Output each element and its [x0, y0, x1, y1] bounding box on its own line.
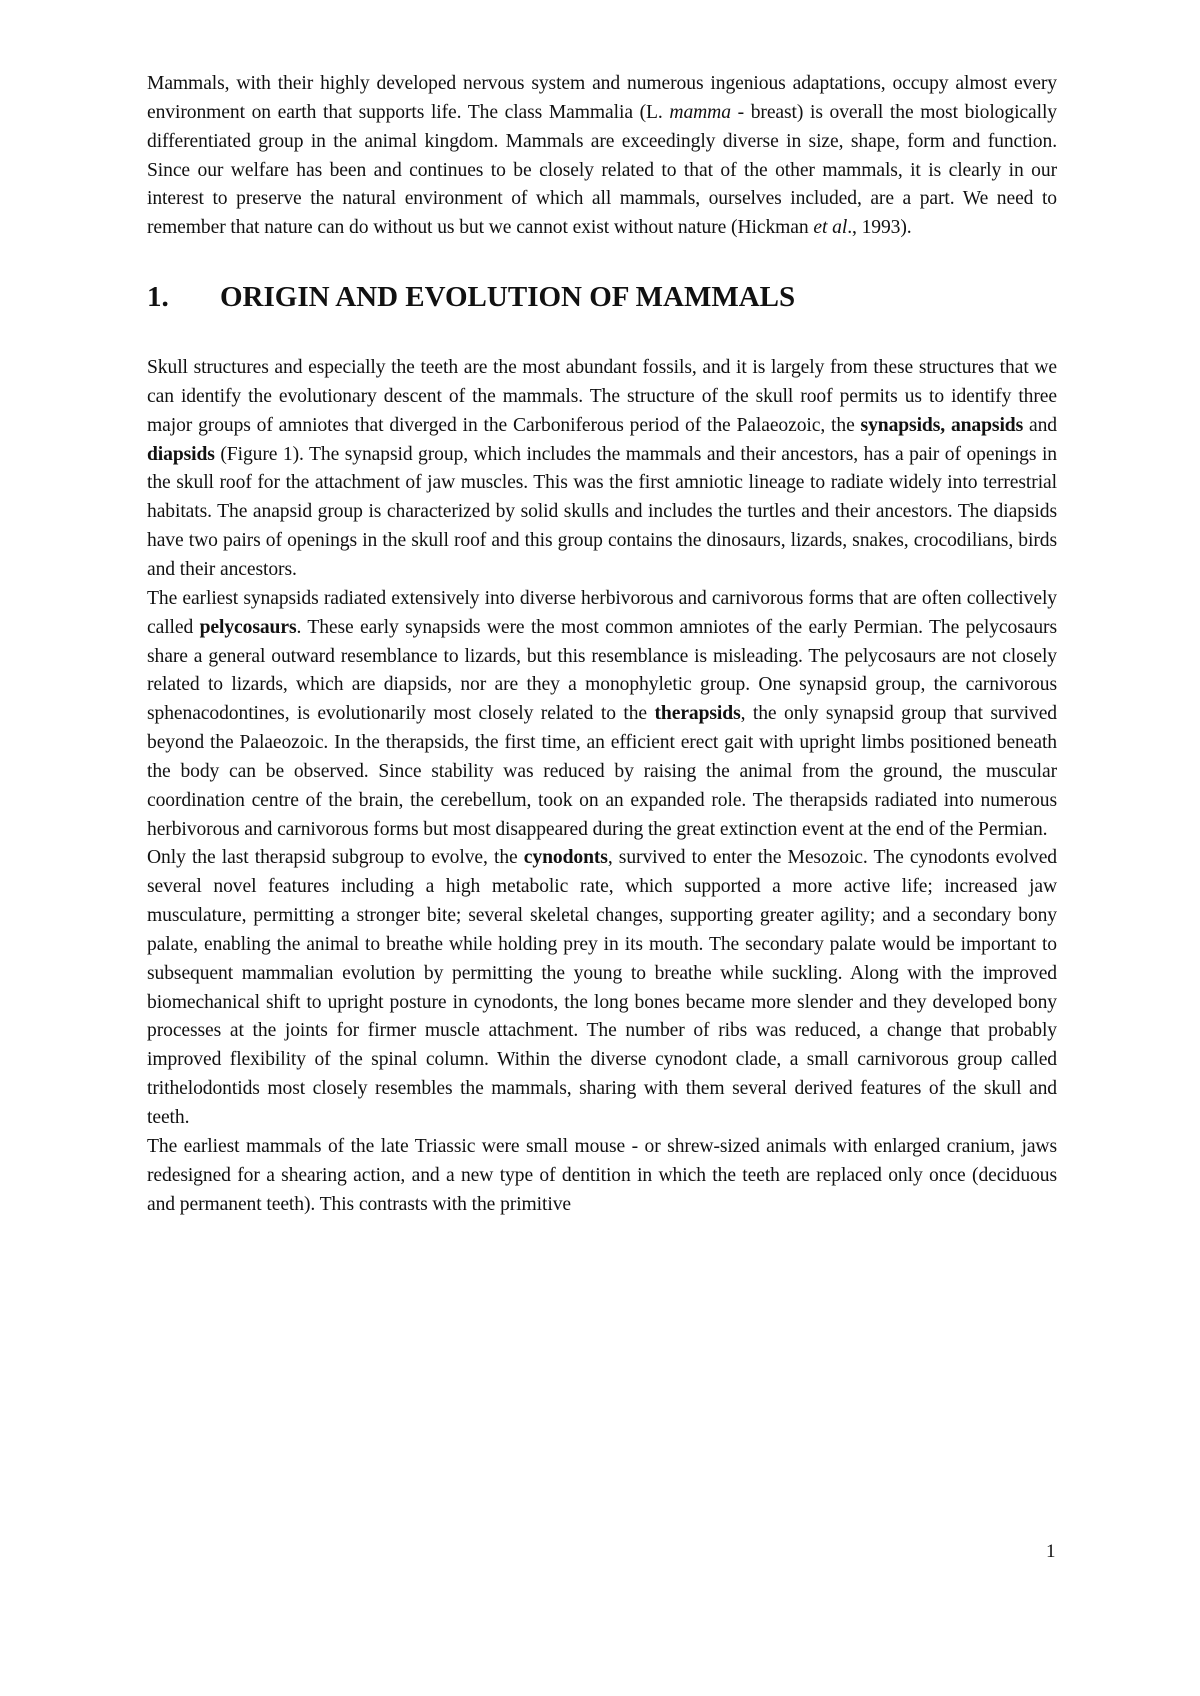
p2-text-3: , the only synapsid group that survived beyond the Palaeozoic. In the therapsids, the first time, an efficient erect gait with upright limbs positioned beneath the body can be observed. Since stability was reduced by raising the animal from the ground, the muscular coordination centre of the brain, the cerebellum, took on an expanded role. The therapsids radiated into numerous herbivorous and carnivorous forms but most disappeared during the great extinction event at the end of the Permian. [147, 703, 1057, 840]
p1-text-2: (Figure 1). The synapsid group, which includes the mammals and their ancestors, has a pair of openings in the skull roof for the attachment of jaw muscles. This was the first amniotic lineage to radiate widely into terrestrial habitats. The anapsid group is characterized by solid skulls and includes the turtles and their ancestors. The diapsids have two pairs of openings in the skull roof and this group contains the dinosaurs, lizards, snakes, crocodilians, birds and their ancestors. [147, 443, 1057, 580]
page-content [147, 70, 1057, 1219]
intro-text-3: ., 1993). [847, 217, 912, 239]
intro-italic-mamma: mamma [669, 101, 731, 123]
section-title: ORIGIN AND EVOLUTION OF MAMMALS [220, 281, 796, 314]
p1-text-and: and [1023, 414, 1057, 436]
paragraph-earliest-synapsids [147, 585, 1057, 845]
paragraph-cynodonts [147, 844, 1057, 1132]
intro-italic-et-al: et al [813, 217, 848, 239]
p1-comma: , [940, 414, 951, 436]
paragraph-skull-structures [147, 354, 1057, 585]
term-diapsids: diapsids [147, 443, 215, 465]
p4-text-1: The earliest mammals of the late Triassic were small mouse - or shrew-sized animals with enlarged cranium, jaws redesigned for a shearing action, and a new type of dentition in which the teeth are replaced only once (deciduous and permanent teeth). This contrasts with the primitive [147, 1135, 1057, 1215]
term-therapsids: therapsids [654, 703, 741, 725]
paragraph-earliest-mammals [147, 1133, 1057, 1220]
section-heading [147, 280, 1057, 314]
intro-paragraph [147, 70, 1057, 243]
term-pelycosaurs: pelycosaurs [199, 616, 297, 638]
p2-text-2: . These early synapsids were the most common amniotes of the early Permian. The pelycosaurs share a general outward resemblance to lizards, but this resemblance is misleading. The pelycosaurs are not closely related to lizards, which are diapsids, nor are they a monophyletic group. One synapsid group, the carnivorous sphenacodontines, is evolutionarily most closely related to the [147, 616, 1057, 725]
section-number: 1. [147, 281, 169, 314]
term-anapsids: anapsids [950, 414, 1024, 436]
p1-text-1: Skull structures and especially the teeth are the most abundant fossils, and it is largely from these structures that we can identify the evolutionary descent of the mammals. The structure of the skull roof permits us to identify three major groups of amniotes that diverged in the Carboniferous period of the Palaeozoic, the [147, 357, 1057, 436]
term-synapsids: synapsids [860, 414, 941, 436]
intro-text-2: - breast) is overall the most biologically differentiated group in the animal kingdom. Mammals are exceedingly diverse in size, shape, form and function. Since our welfare has been and continues to be closely related to that of the other mammals, it is clearly in our interest to preserve the natural environment of which all mammals, ourselves included, are a part. We need to remember that nature can do without us but we cannot exist without nature (Hickman [147, 101, 1057, 239]
p2-text-1: The earliest synapsids radiated extensively into diverse herbivorous and carnivorous forms that are often collectively called [147, 587, 1057, 638]
term-cynodonts: cynodonts [523, 847, 608, 869]
intro-text-1: Mammals, with their highly developed nervous system and numerous ingenious adaptations, occupy almost every environment on earth that supports life. The class Mammalia (L. [147, 73, 1057, 123]
p3-text-2: , survived to enter the Mesozoic. The cynodonts evolved several novel features including a high metabolic rate, which supported a more active life; increased jaw musculature, permitting a stronger bite; several skeletal changes, supporting greater agility; and a secondary bony palate, enabling the animal to breathe while holding prey in its mouth. The secondary palate would be important to subsequent mammalian evolution by permitting the young to breathe while suckling. Along with the improved biomechanical shift to upright posture in cynodonts, the long bones became more slender and they developed bony processes at the joints for firmer muscle attachment. The number of ribs was reduced, a change that probably improved flexibility of the spinal column. Within the diverse cynodont clade, a small carnivorous group called trithelodontids most closely resembles the mammals, sharing with them several derived features of the skull and teeth. [147, 847, 1057, 1128]
page-number: 1 [1046, 1541, 1056, 1562]
p3-text-1: Only the last therapsid subgroup to evolve, the [147, 847, 524, 869]
